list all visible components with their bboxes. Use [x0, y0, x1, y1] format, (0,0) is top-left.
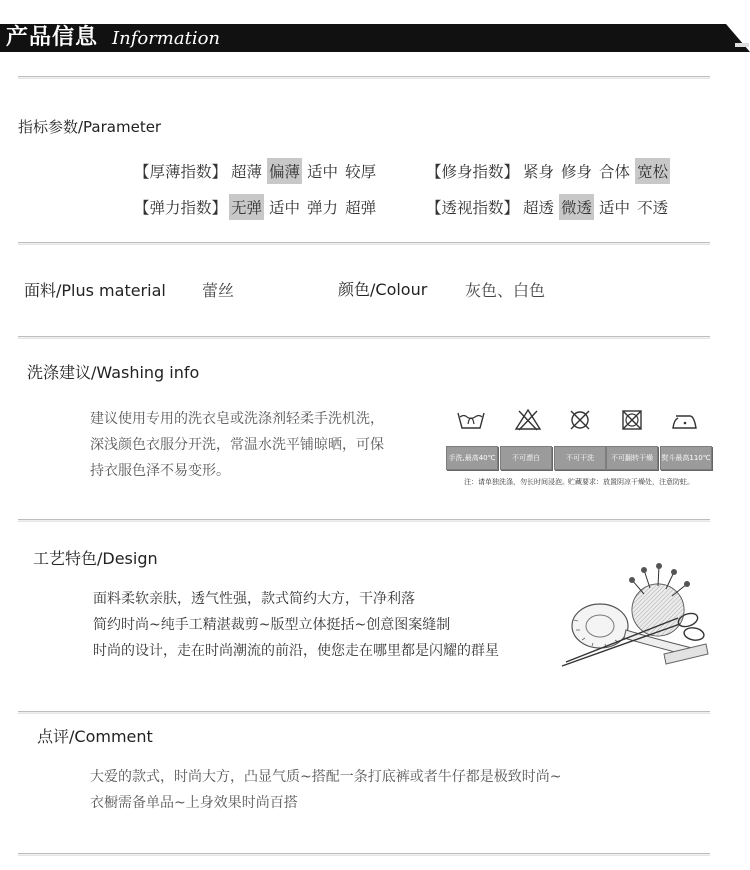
param-option: 超透 — [523, 199, 555, 217]
header-title-en: Information — [112, 28, 221, 49]
design-line: 简约时尚~纯手工精湛裁剪~版型立体挺括~创意图案缝制 — [93, 617, 451, 633]
design-title: 工艺特色/Design — [33, 549, 158, 568]
header-title-cn: 产品信息 — [6, 25, 99, 50]
param-option: 适中 — [307, 163, 339, 181]
sewing-tools-illustration — [560, 558, 710, 670]
washing-text — [90, 406, 420, 484]
param-option: 修身 — [561, 163, 593, 181]
divider — [18, 853, 710, 854]
param-option-selected: 宽松 — [635, 158, 670, 184]
param-option: 合体 — [599, 163, 631, 181]
washing-title: 洗涤建议/Washing info — [27, 363, 200, 382]
comment-line: 衣橱需备单品~上身效果时尚百搭 — [90, 795, 298, 811]
design-line: 面料柔软亲肤，透气性强，款式简约大方，干净利落 — [93, 591, 415, 607]
param-label-fit: 【修身指数】 — [426, 163, 520, 181]
no-bleach-icon — [513, 408, 543, 432]
wash-note-left: 注：请单独洗涤，勿长时间浸泡。 — [464, 478, 569, 486]
param-option: 较厚 — [345, 163, 377, 181]
wash-label-no-bleach: 不可漂白 — [500, 446, 552, 470]
param-label-transparency: 【透视指数】 — [426, 199, 520, 217]
parameter-title: 指标参数/Parameter — [18, 118, 162, 136]
washing-line: 持衣服色泽不易变形。 — [90, 463, 230, 479]
comment-line: 大爱的款式，时尚大方，凸显气质~搭配一条打底裤或者牛仔都是极致时尚~ — [90, 769, 562, 785]
param-row-fit — [424, 158, 673, 184]
param-row-elasticity — [132, 194, 381, 220]
param-row-transparency — [424, 194, 673, 220]
param-option: 弹力 — [307, 199, 339, 217]
wash-label-no-dry-clean: 不可干洗 — [554, 446, 606, 470]
hand-wash-icon — [456, 408, 486, 432]
header-tail — [735, 43, 749, 47]
divider — [18, 336, 710, 337]
comment-title: 点评/Comment — [37, 727, 153, 746]
divider — [18, 242, 710, 243]
washing-line: 深浅颜色衣服分开洗，常温水洗平铺晾晒，可保 — [90, 437, 384, 453]
design-text — [93, 586, 553, 664]
param-option: 适中 — [599, 199, 631, 217]
header-corner-cut — [726, 24, 750, 52]
no-tumble-dry-icon — [617, 408, 647, 432]
divider — [18, 711, 710, 712]
washing-line: 建议使用专用的洗衣皂或洗涤剂轻柔手洗机洗， — [90, 411, 384, 427]
param-label-elasticity: 【弹力指数】 — [134, 199, 228, 217]
param-label-thickness: 【厚薄指数】 — [134, 163, 228, 181]
param-option-selected: 无弹 — [229, 194, 264, 220]
param-option: 超薄 — [231, 163, 263, 181]
no-dry-clean-icon — [565, 408, 595, 432]
wash-label-hand-wash: 手洗,最高40℃ — [446, 446, 498, 470]
wash-note-right: 贮藏要求：放置阴凉干燥处，注意防蛀。 — [568, 478, 694, 486]
param-option: 不透 — [637, 199, 669, 217]
param-option-selected: 微透 — [559, 194, 594, 220]
design-line: 时尚的设计，走在时尚潮流的前沿，使您走在哪里都是闪耀的群星 — [93, 643, 499, 659]
color-label: 颜色/Colour — [338, 280, 428, 299]
comment-text — [90, 764, 630, 816]
color-value: 灰色、白色 — [465, 281, 546, 300]
wash-label-iron: 熨斗最高110℃ — [660, 446, 712, 470]
material-label: 面料/Plus material — [24, 281, 166, 300]
divider — [18, 76, 710, 77]
param-row-thickness — [132, 158, 381, 184]
param-option-selected: 偏薄 — [267, 158, 302, 184]
divider — [18, 519, 710, 520]
iron-icon — [670, 408, 700, 432]
param-option: 超弹 — [345, 199, 377, 217]
param-option: 紧身 — [523, 163, 555, 181]
wash-label-no-tumble-dry: 不可翻转干燥 — [606, 446, 658, 470]
param-option: 适中 — [269, 199, 301, 217]
material-value: 蕾丝 — [202, 281, 235, 300]
